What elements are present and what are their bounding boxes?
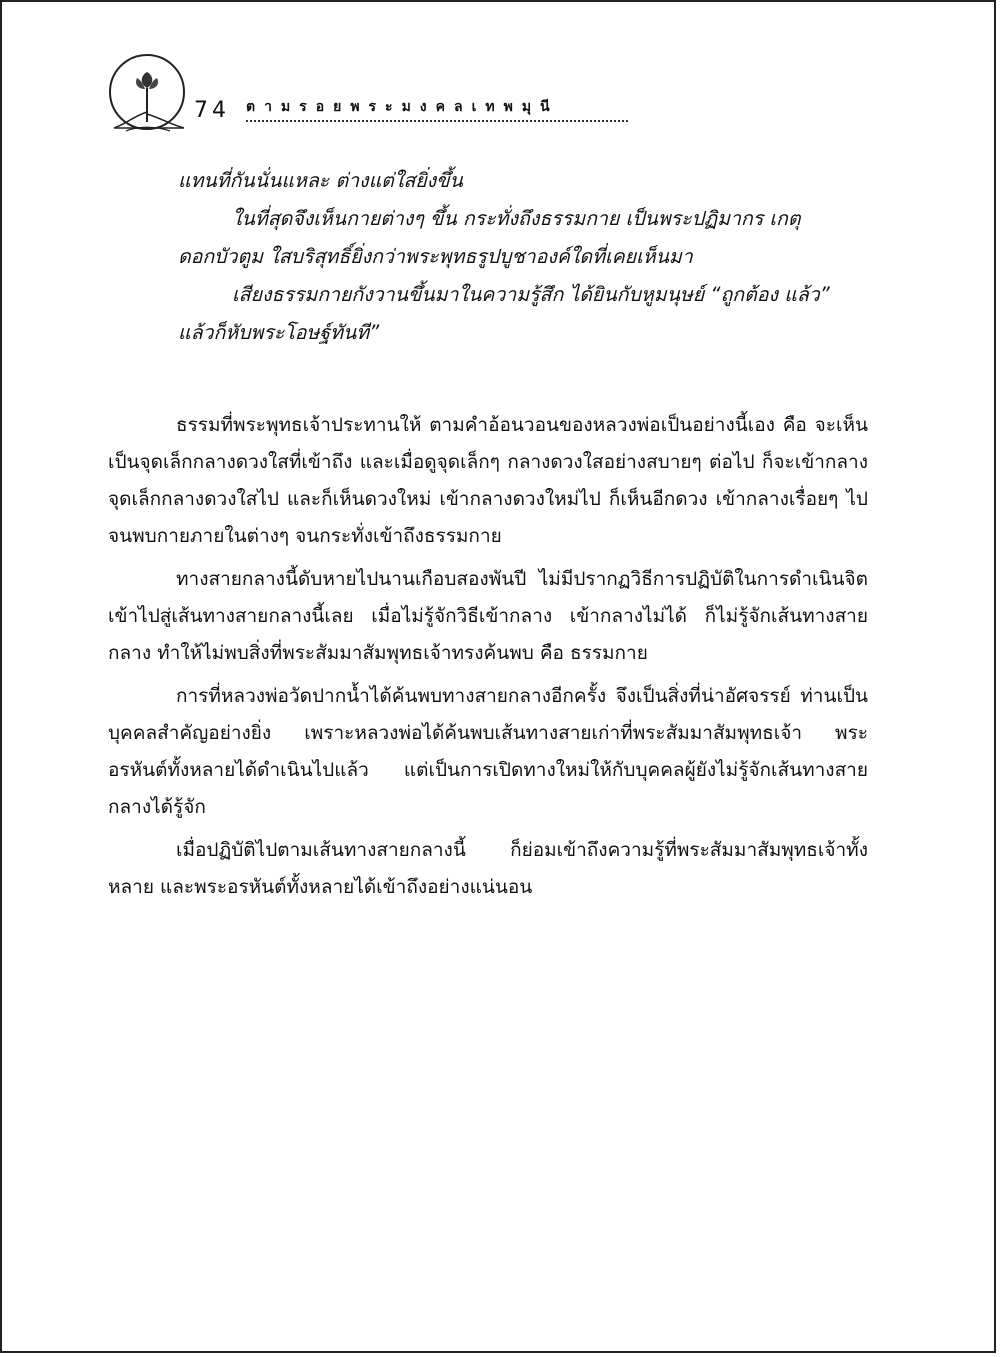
lotus-tree-logo-icon [104, 52, 190, 138]
body-paragraph-4: เมื่อปฏิบัติไปตามเส้นทางสายกลางนี้ ก็ย่อมเข้าถึงความรู้ที่พระสัมมาสัมพุทธเจ้าทั้งหลาย และพระอรหันต์ทั้งหลายได้เข้าถึงอย่างแน่นอน [108, 839, 868, 898]
italic-passage [178, 162, 838, 352]
italic-paragraph-2: ในที่สุดจึงเห็นกายต่างๆ ขึ้น กระทั่งถึงธรรมกาย เป็นพระปฏิมากร เกตุดอกบัวตูม ใสบริสุทธิ์ยิ่งกว่าพระพุทธรูปบูชาองค์ใดที่เคยเห็นมา [178, 207, 801, 268]
page-number: 74 [194, 98, 230, 123]
page-header [102, 52, 582, 142]
body-text [108, 407, 868, 912]
body-paragraph-3: การที่หลวงพ่อวัดปากน้ำได้ค้นพบทางสายกลางอีกครั้ง จึงเป็นสิ่งที่น่าอัศจรรย์ ท่านเป็นบุคคลสำคัญอย่างยิ่ง เพราะหลวงพ่อได้ค้นพบเส้นทางสายเก่าที่พระสัมมาสัมพุทธเจ้า พระอรหันต์ทั้งหลายได้ดำเนินไปแล้ว แต่เป็นการเปิดทางใหม่ให้กับบุคคลผู้ยังไม่รู้จักเส้นทางสายกลางได้รู้จัก [108, 685, 868, 818]
body-paragraph-1: ธรรมที่พระพุทธเจ้าประทานให้ ตามคำอ้อนวอนของหลวงพ่อเป็นอย่างนี้เอง คือ จะเห็นเป็นจุดเล็กกลางดวงใสที่เข้าถึง และเมื่อดูจุดเล็กๆ กลางดวงใสอย่างสบายๆ ต่อไป ก็จะเข้ากลางจุดเล็กกลางดวงใสไป และก็เห็นดวงใหม่ เข้ากลางดวงใหม่ไป ก็เห็นอีกดวง เข้ากลางเรื่อยๆ ไป จนพบกายภายในต่างๆ จนกระทั่งเข้าถึงธรรมกาย [108, 414, 868, 547]
body-paragraph-2: ทางสายกลางนี้ดับหายไปนานเกือบสองพันปี ไม่มีปรากฏวิธีการปฏิบัติในการดำเนินจิตเข้าไปสู่เส้นทางสายกลางนี้เลย เมื่อไม่รู้จักวิธีเข้ากลาง เข้ากลางไม่ได้ ก็ไม่รู้จักเส้นทางสายกลาง ทำให้ไม่พบสิ่งที่พระสัมมาสัมพุทธเจ้าทรงค้นพบ คือ ธรรมกาย [108, 568, 868, 664]
italic-paragraph-3: เสียงธรรมกายกังวานขึ้นมาในความรู้สึก ได้ยินกับหูมนุษย์ “ถูกต้อง แล้ว” แล้วก็หับพระโอษฐ์ทันที” [178, 283, 830, 344]
running-title: ตามรอยพระมงคลเทพมุนี [246, 99, 559, 115]
italic-paragraph-1: แทนที่กันนั่นแหละ ต่างแต่ใสยิ่งขึ้น [178, 169, 463, 192]
dotted-rule [246, 120, 628, 122]
